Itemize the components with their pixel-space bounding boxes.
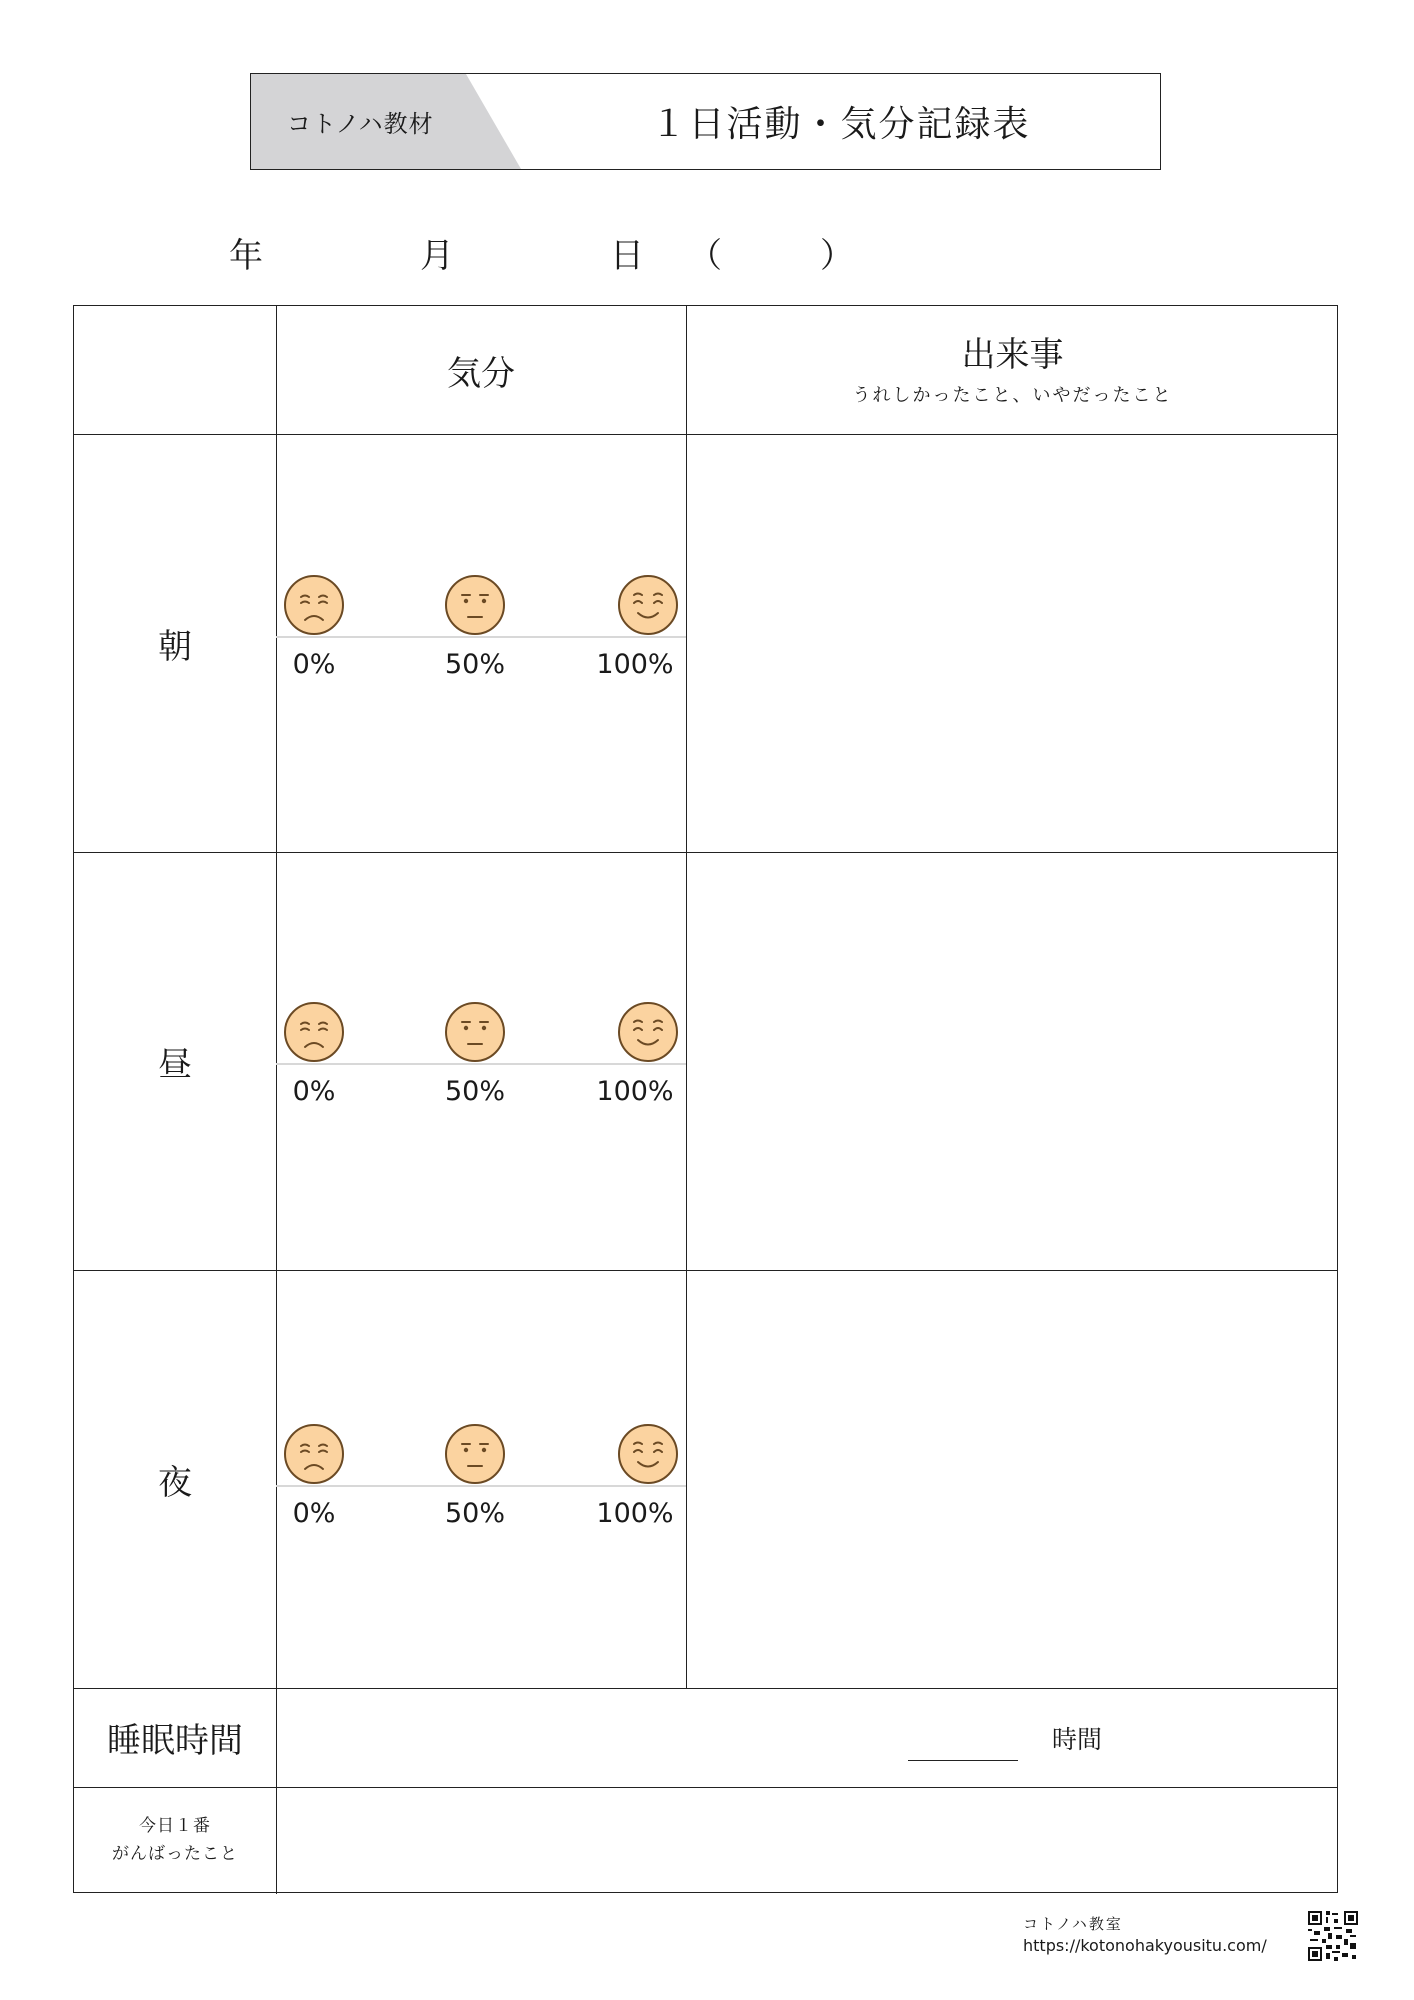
sad-face-icon[interactable] bbox=[283, 1001, 345, 1063]
event-cell-morning[interactable] bbox=[688, 436, 1337, 850]
scale-label-high: 100% bbox=[596, 649, 674, 680]
date-month-label: 月 bbox=[420, 236, 454, 276]
effort-cell[interactable] bbox=[278, 1789, 1337, 1890]
effort-row-label bbox=[74, 1787, 276, 1892]
event-column-subheader: うれしかったこと、いやだったこと bbox=[852, 385, 1173, 406]
col-divider bbox=[686, 306, 687, 1688]
scale-label-mid: 50% bbox=[444, 1498, 505, 1529]
mood-scale-noon bbox=[276, 996, 686, 1116]
header-box bbox=[250, 73, 1161, 170]
footer-url[interactable]: https://kotonohakyousitu.com/ bbox=[1023, 1936, 1267, 1955]
mood-scale-line bbox=[276, 1063, 686, 1065]
mood-column-header: 気分 bbox=[447, 353, 515, 394]
effort-label-line2: がんばったこと bbox=[112, 1843, 238, 1864]
happy-face-icon[interactable] bbox=[617, 1001, 679, 1063]
sleep-unit-label: 時間 bbox=[1052, 1725, 1103, 1754]
sleep-cell bbox=[276, 1688, 1339, 1787]
mood-scale-morning bbox=[276, 569, 686, 689]
event-column-header: 出来事 bbox=[961, 334, 1064, 375]
scale-label-high: 100% bbox=[596, 1498, 674, 1529]
record-table bbox=[73, 305, 1338, 1893]
mood-scale-line bbox=[276, 636, 686, 638]
happy-face-icon[interactable] bbox=[617, 574, 679, 636]
row-label-night: 夜 bbox=[158, 1462, 192, 1503]
date-year-label: 年 bbox=[229, 236, 263, 276]
scale-label-mid: 50% bbox=[444, 649, 505, 680]
date-paren-open: （ bbox=[688, 236, 722, 276]
scale-label-low: 0% bbox=[292, 649, 336, 680]
footer-name: コトノハ教室 bbox=[1023, 1915, 1123, 1933]
happy-face-icon[interactable] bbox=[617, 1423, 679, 1485]
header-tab-label: コトノハ教材 bbox=[287, 110, 434, 138]
scale-label-low: 0% bbox=[292, 1076, 336, 1107]
sad-face-icon[interactable] bbox=[283, 574, 345, 636]
event-cell-noon[interactable] bbox=[688, 854, 1337, 1268]
neutral-face-icon[interactable] bbox=[444, 574, 506, 636]
row-label-noon: 昼 bbox=[158, 1044, 192, 1085]
mood-scale-night bbox=[276, 1418, 686, 1538]
date-day-label: 日 bbox=[610, 236, 644, 276]
page-title: １日活動・気分記録表 bbox=[650, 104, 1031, 145]
scale-label-mid: 50% bbox=[444, 1076, 505, 1107]
date-paren-close: ） bbox=[820, 236, 854, 276]
scale-label-low: 0% bbox=[292, 1498, 336, 1529]
row-label-morning: 朝 bbox=[158, 626, 192, 667]
sad-face-icon[interactable] bbox=[283, 1423, 345, 1485]
neutral-face-icon[interactable] bbox=[444, 1423, 506, 1485]
neutral-face-icon[interactable] bbox=[444, 1001, 506, 1063]
effort-label-line1: 今日１番 bbox=[139, 1815, 211, 1836]
mood-scale-line bbox=[276, 1485, 686, 1487]
event-cell-night[interactable] bbox=[688, 1272, 1337, 1686]
sleep-row-label: 睡眠時間 bbox=[107, 1721, 243, 1761]
sleep-hours-blank[interactable] bbox=[908, 1760, 1018, 1761]
qr-code-icon bbox=[1308, 1911, 1358, 1961]
scale-label-high: 100% bbox=[596, 1076, 674, 1107]
